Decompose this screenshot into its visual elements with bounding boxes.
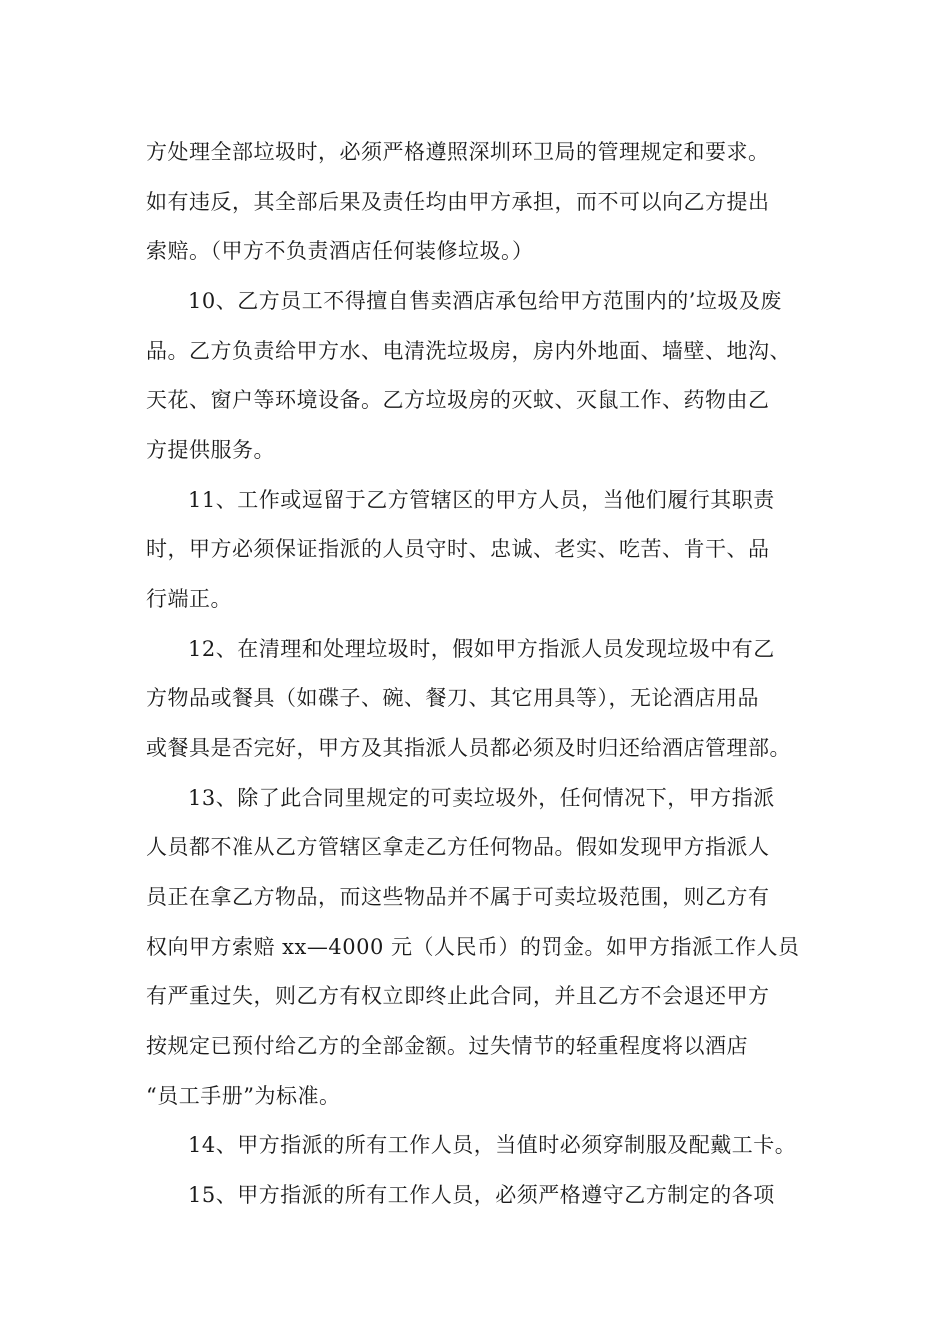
text-line: 按规定已预付给乙方的全部金额。过失情节的轻重程度将以酒店 <box>146 1034 748 1058</box>
paragraph-start-10: 10、乙方员工不得擅自售卖酒店承包给甲方范围内的’垃圾及废 <box>188 289 782 313</box>
text-line: 如有违反，其全部后果及责任均由甲方承担，而不可以向乙方提出 <box>146 190 770 214</box>
text-line: 方物品或餐具（如碟子、碗、餐刀、其它用具等），无论酒店用品 <box>146 686 759 710</box>
text-line: 人员都不准从乙方管辖区拿走乙方任何物品。假如发现甲方指派人 <box>146 835 770 859</box>
text-line: 有严重过失，则乙方有权立即终止此合同，并且乙方不会退还甲方 <box>146 984 770 1008</box>
text-line: 行端正。 <box>146 587 232 611</box>
text-line: 时，甲方必须保证指派的人员守时、忠诚、老实、吃苦、肯干、品 <box>146 537 770 561</box>
paragraph-start-15: 15、甲方指派的所有工作人员，必须严格遵守乙方制定的各项 <box>188 1183 775 1207</box>
text-line: 或餐具是否完好，甲方及其指派人员都必须及时归还给酒店管理部。 <box>146 736 791 760</box>
text-line: 权向甲方索赔 xx—4000 元（人民币）的罚金。如甲方指派工作人员 <box>146 935 800 959</box>
paragraph-start-11: 11、工作或逗留于乙方管辖区的甲方人员，当他们履行其职责 <box>188 488 775 512</box>
text-line: 天花、窗户等环境设备。乙方垃圾房的灭蚊、灭鼠工作、药物由乙 <box>146 388 770 412</box>
text-line: 方处理全部垃圾时，必须严格遵照深圳环卫局的管理规定和要求。 <box>146 140 770 164</box>
paragraph-start-12: 12、在清理和处理垃圾时，假如甲方指派人员发现垃圾中有乙 <box>188 637 775 661</box>
paragraph-start-14: 14、甲方指派的所有工作人员，当值时必须穿制服及配戴工卡。 <box>188 1133 797 1157</box>
text-line: 索赔。（甲方不负责酒店任何装修垃圾。） <box>146 239 534 263</box>
text-line: 员正在拿乙方物品，而这些物品并不属于可卖垃圾范围，则乙方有 <box>146 885 770 909</box>
text-line: 方提供服务。 <box>146 438 275 462</box>
paragraph-start-13: 13、除了此合同里规定的可卖垃圾外，任何情况下，甲方指派 <box>188 786 775 810</box>
text-line: “员工手册”为标准。 <box>146 1084 341 1108</box>
text-line: 品。乙方负责给甲方水、电清洗垃圾房，房内外地面、墙壁、地沟、 <box>146 339 791 363</box>
